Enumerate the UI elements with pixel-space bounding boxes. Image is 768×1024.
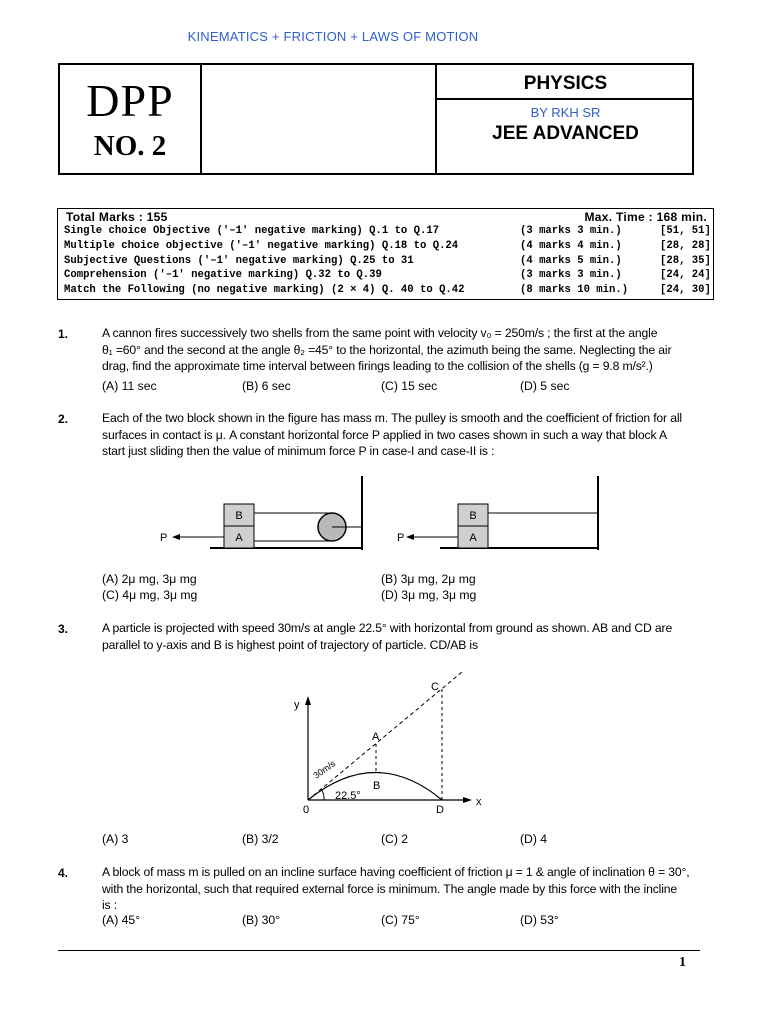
x-axis-arrow xyxy=(463,797,472,803)
block-b-label: B xyxy=(235,510,243,522)
speed-label: 30m/s xyxy=(311,758,338,781)
option-c: (C) 4μ mg, 3μ mg xyxy=(102,588,198,602)
question-line: drag, find the approximate time interval between firings leading to the collision of the shells (g = 9.8 m/s².) xyxy=(102,359,653,373)
marks-range: [28, 28] xyxy=(660,240,711,252)
q3-figure xyxy=(280,672,490,820)
option-a: (A) 3 xyxy=(102,832,129,846)
question-number: 1. xyxy=(58,327,69,341)
option-d: (D) 3μ mg, 3μ mg xyxy=(381,588,477,602)
marks-scheme: (4 marks 4 min.) xyxy=(520,240,622,252)
block-b-label: B xyxy=(469,510,477,522)
marks-scheme: (8 marks 10 min.) xyxy=(520,284,629,296)
marks-scheme: (3 marks 3 min.) xyxy=(520,269,622,281)
point-b-label: B xyxy=(373,780,381,792)
y-axis-label: y xyxy=(294,699,300,711)
x-axis-label: x xyxy=(476,796,482,808)
force-label: P xyxy=(160,532,168,544)
force-arrow-head xyxy=(172,534,180,540)
subject-title: PHYSICS xyxy=(523,73,608,94)
point-d-label: D xyxy=(436,804,444,816)
question-number: 3. xyxy=(58,622,69,636)
marks-range: [28, 35] xyxy=(660,255,711,267)
marks-type: Subjective Questions ('–1' negative marking) Q.25 to 31 xyxy=(64,255,414,267)
marks-row xyxy=(64,255,711,270)
marks-range: [51, 51] xyxy=(660,225,711,237)
author-byline: BY RKH SR xyxy=(530,105,601,120)
question-number: 4. xyxy=(58,866,69,880)
marks-range: [24, 30] xyxy=(660,284,711,296)
option-b: (B) 30° xyxy=(242,913,281,927)
question-line: Each of the two block shown in the figure has mass m. The pulley is smooth and the coefficient of friction for all xyxy=(102,411,682,425)
total-marks: Total Marks : 155 xyxy=(66,210,168,224)
marks-row xyxy=(64,240,711,255)
max-time: Max. Time : 168 min. xyxy=(584,210,707,224)
option-c: (C) 2 xyxy=(381,832,409,846)
marks-scheme: (3 marks 3 min.) xyxy=(520,225,622,237)
case-one-diagram xyxy=(160,476,362,550)
header-divider xyxy=(200,63,202,175)
block-a-label: A xyxy=(469,532,477,544)
page-number: 1 xyxy=(679,955,686,970)
exam-title: JEE ADVANCED xyxy=(492,123,639,144)
marks-type: Multiple choice objective ('–1' negative marking) Q.18 to Q.24 xyxy=(64,240,459,252)
option-d: (D) 5 sec xyxy=(520,379,570,393)
marks-scheme: (4 marks 5 min.) xyxy=(520,255,622,267)
question-number: 2. xyxy=(58,412,69,426)
option-b: (B) 3/2 xyxy=(242,832,279,846)
option-b: (B) 6 sec xyxy=(242,379,291,393)
force-arrow-head xyxy=(406,534,414,540)
option-d: (D) 53° xyxy=(520,913,559,927)
dpp-number: NO. 2 xyxy=(93,130,167,162)
question-line: A cannon fires successively two shells from the same point with velocity v₀ = 250m/s ; the first at the angle xyxy=(102,326,658,340)
marks-row xyxy=(64,269,711,284)
question-line: A particle is projected with speed 30m/s at angle 22.5° with horizontal from ground as shown. AB and CD are xyxy=(102,621,673,635)
origin-label: 0 xyxy=(303,804,310,816)
option-b: (B) 3μ mg, 2μ mg xyxy=(381,572,476,586)
question-text xyxy=(102,620,714,653)
question-line: A block of mass m is pulled on an incline surface having coefficient of friction μ = 1 & angle of inclination θ = 30°, xyxy=(102,865,690,879)
footer-rule xyxy=(58,950,700,951)
header-divider xyxy=(435,98,694,100)
force-label: P xyxy=(397,532,405,544)
question-text xyxy=(102,325,714,375)
block-a-label: A xyxy=(235,532,243,544)
marks-range: [24, 24] xyxy=(660,269,711,281)
topic-title: KINEMATICS + FRICTION + LAWS OF MOTION xyxy=(187,29,479,44)
y-axis-arrow xyxy=(305,696,311,705)
marks-type: Single choice Objective ('–1' negative marking) Q.1 to Q.17 xyxy=(64,225,440,237)
marks-type: Comprehension ('–1' negative marking) Q.32 to Q.39 xyxy=(64,269,382,281)
option-d: (D) 4 xyxy=(520,832,548,846)
marks-type: Match the Following (no negative marking) (2 × 4) Q. 40 to Q.42 xyxy=(64,284,465,296)
question-line: parallel to y-axis and B is highest point of trajectory of particle. CD/AB is xyxy=(102,637,478,652)
question-text xyxy=(102,864,714,914)
question-line: with the horizontal, such that required external force is minimum. The angle made by this force with the incline xyxy=(102,881,678,896)
point-a-label: A xyxy=(372,731,380,743)
case-two-diagram xyxy=(397,476,598,550)
question-line: start just sliding then the value of minimum force P in case-I and case-II is : xyxy=(102,444,495,458)
marks-row xyxy=(64,225,711,240)
question-line: surfaces in contact is μ. A constant horizontal force P applied in two cases shown in such a way that block A xyxy=(102,427,667,442)
q2-figure xyxy=(150,470,610,560)
option-c: (C) 75° xyxy=(381,913,420,927)
marks-row xyxy=(64,284,711,299)
question-line: θ₁ =60° and the second at the angle θ₂ =45° to the horizontal, the azimuth being the same. Neglecting the air xyxy=(102,342,672,357)
option-a: (A) 45° xyxy=(102,913,141,927)
point-c-label: C xyxy=(431,681,439,693)
question-line: is : xyxy=(102,898,117,912)
question-text xyxy=(102,410,714,460)
option-a: (A) 2μ mg, 3μ mg xyxy=(102,572,197,586)
angle-label: 22.5° xyxy=(335,790,361,802)
option-a: (A) 11 sec xyxy=(102,379,157,393)
option-c: (C) 15 sec xyxy=(381,379,438,393)
dpp-label: DPP xyxy=(86,75,174,126)
